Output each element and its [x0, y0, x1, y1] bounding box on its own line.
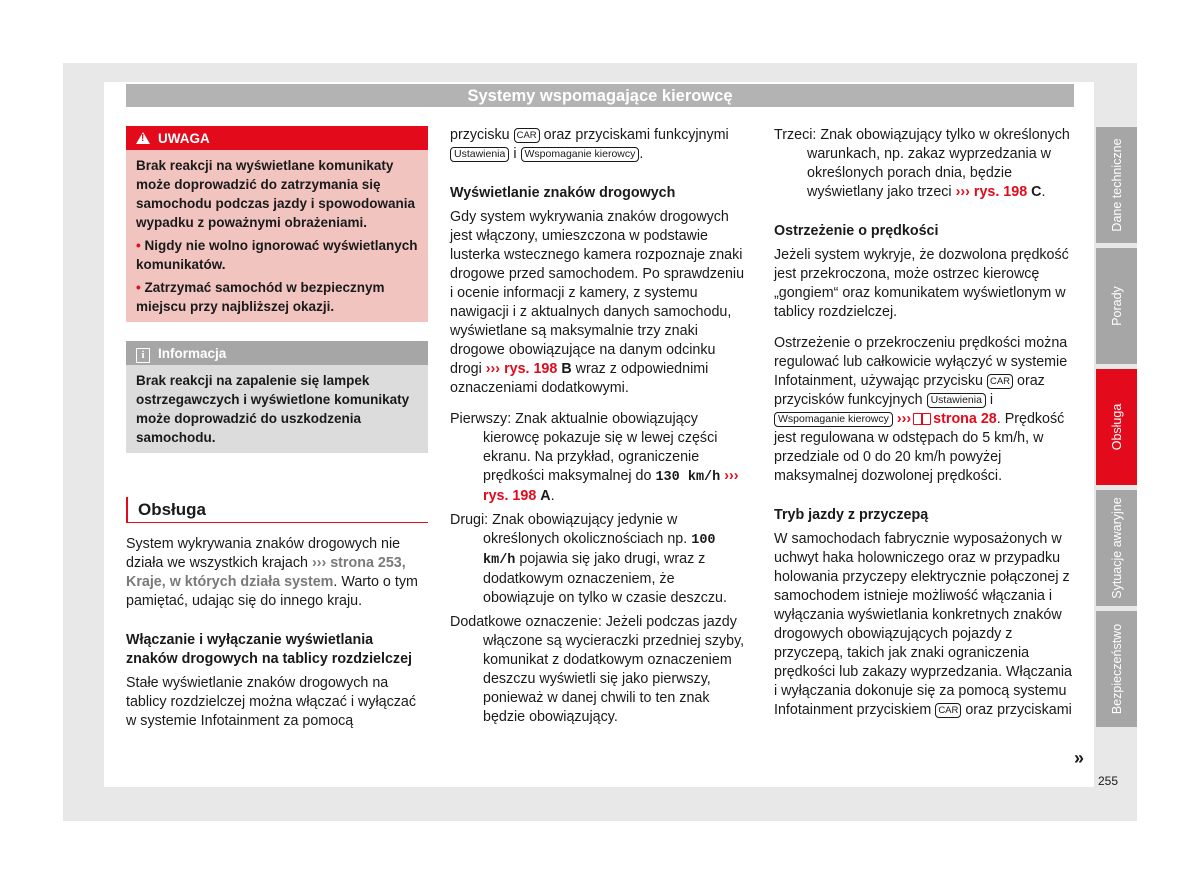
list-item: Trzeci: Znak obowiązujący tylko w określonych warunkach, np. zakaz wyprzedzania w określonych porach dnia, będzie wyświetlany jako trzeci ››› rys. 198 C. [774, 127, 1070, 200]
tab-obsluga[interactable]: Obsługa [1096, 369, 1137, 485]
warning-bullet: • Nigdy nie wolno ignorować wyświetlanych komunikatów. [136, 238, 418, 272]
warning-icon [136, 132, 150, 144]
section-title: Obsługa [126, 497, 428, 523]
paragraph: Jeżeli system wykryje, że dozwolona prędkość jest przekroczona, może ostrzec kierowcę „gongiem“ oraz komunikatem wyświetlonym w tablicy rozdzielczej. [774, 247, 1069, 320]
list-item: Pierwszy: Znak aktualnie obowiązujący kierowcę pokazuje się w lewej części ekranu. Na przykład, ograniczenie prędkości maksymalnej do 130 km/h ››› rys. 198 A. [450, 411, 739, 504]
figure-reference[interactable]: rys. 198 [973, 184, 1028, 200]
paragraph: Stałe wyświetlanie znaków drogowych na tablicy rozdzielczej można włączać i wyłączać w systemie Infotainment za pomocą [126, 675, 417, 729]
warning-header [126, 126, 428, 150]
cross-reference-link[interactable]: strona 253, Kraje, w których działa system [126, 555, 406, 590]
settings-key: Ustawienia [927, 393, 986, 408]
column-1 [126, 126, 428, 731]
tab-sytuacje-awaryjne[interactable]: Sytuacje awaryjne [1096, 490, 1137, 606]
figure-reference[interactable]: rys. 198 [483, 488, 537, 504]
tab-bezpieczenstwo[interactable]: Bezpieczeństwo [1096, 611, 1137, 727]
car-key: CAR [514, 128, 540, 143]
warning-title: UWAGA [158, 131, 210, 146]
page-reference[interactable]: strona 28 [933, 411, 997, 427]
list-item: Dodatkowe oznaczenie: Jeżeli podczas jazdy włączone są wycieraczki przedniej szyby, komunikat z dodatkowym oznaczeniem deszczu wyświetli się jako pierwszy, ponieważ w danej chwili to ten znak będzie obowiązujący. [450, 614, 745, 725]
driver-assist-key: Wspomaganie kierowcy [521, 147, 640, 162]
bullet-icon: • [136, 238, 145, 253]
info-body [126, 365, 428, 453]
info-title: Informacja [158, 346, 227, 361]
warning-bullet: • Zatrzymać samochód w bezpiecznym miejscu przy najbliższej okazji. [136, 280, 385, 314]
paragraph: W samochodach fabrycznie wyposażonych w uchwyt haka holowniczego oraz w przypadku holowania przyczepy elektrycznie połączonej z samochodem istnieje możliwość włączania i wyłączania wyświetlania konkretnych znaków drogowych obowiązujących pojazdy z przyczepą, takich jak znaki ograniczenia prędkości lub zakazy wyprzedzania. Włączania i wyłączania dokonuje się za pomocą systemu Infotainment przyciskiem CAR oraz przyciskami [774, 531, 1072, 718]
warning-box [126, 126, 428, 322]
warning-body [126, 150, 428, 322]
page-number: 255 [1098, 774, 1119, 788]
car-key: CAR [935, 703, 961, 718]
tab-porady[interactable]: Porady [1096, 248, 1137, 364]
column-3 [774, 126, 1076, 720]
warning-text: Brak reakcji na wyświetlane komunikaty może doprowadzić do zatrzymania się samochodu podczas jazdy i spowodowania wypadku z poważnymi obrażeniami. [136, 158, 416, 230]
info-icon: i [136, 348, 150, 363]
subheading: Wyświetlanie znaków drogowych [450, 185, 676, 201]
paragraph: System wykrywania znaków drogowych nie działa we wszystkich krajach ››› strona 253, Kraje, w których działa system. Warto o tym pamiętać, udając się do innego kraju. [126, 536, 418, 609]
subheading: Ostrzeżenie o prędkości [774, 223, 939, 239]
figure-reference[interactable]: rys. 198 [504, 361, 558, 377]
car-key: CAR [987, 374, 1013, 389]
subheading: Włączanie i wyłączanie wyświetlania znaków drogowych na tablicy rozdzielczej [126, 632, 413, 667]
subheading: Tryb jazdy z przyczepą [774, 507, 929, 523]
book-icon [913, 411, 931, 424]
bullet-icon: • [136, 280, 145, 295]
tab-dane-techniczne[interactable]: Dane techniczne [1096, 127, 1137, 243]
list-item: Drugi: Znak obowiązujący jedynie w określonych okolicznościach np. 100 km/h pojawia się jako drugi, wraz z dodatkowym oznaczeniem, że obowiązuje on tylko w czasie deszczu. [450, 512, 727, 606]
column-2 [450, 126, 750, 727]
paragraph: przycisku CAR oraz przyciskami funkcyjnymi Ustawienia i Wspomaganie kierowcy . [450, 127, 729, 162]
driver-assist-key: Wspomaganie kierowcy [774, 412, 893, 427]
info-header [126, 341, 428, 365]
info-text: Brak reakcji na zapalenie się lampek ostrzegawczych i wyświetlone komunikaty może doprowadzić do uszkodzenia samochodu. [136, 373, 410, 445]
settings-key: Ustawienia [450, 147, 509, 162]
paragraph: Ostrzeżenie o przekroczeniu prędkości można regulować lub całkowicie wyłączyć w systemie Infotainment, używając przycisku CAR oraz przycisków funkcyjnych Ustawienia i Wspomaganie kierowcy ››› strona 28. Prędkość jest regulowana w odstępach do 5 km/h, w przedziale od 0 do 20 km/h powyżej maksymalnej dozwolonej prędkości. [774, 335, 1068, 484]
paragraph: Gdy system wykrywania znaków drogowych jest włączony, umieszczona w podstawie lusterka wstecznego kamera rozpoznaje znaki drogowe przed samochodem. Po sprawdzeniu i ocenie informacji z kamery, z systemu nawigacji i z aktualnych danych samochodu, wyświetlane są maksymalnie trzy znaki drogowe obowiązujące na danym odcinku drogi ››› rys. 198 B wraz z odpowiednimi oznaczeniami dodatkowymi. [450, 209, 745, 396]
chapter-header: Systemy wspomagające kierowcę [126, 84, 1074, 107]
continue-marker: » [1074, 748, 1085, 768]
info-box [126, 341, 428, 453]
